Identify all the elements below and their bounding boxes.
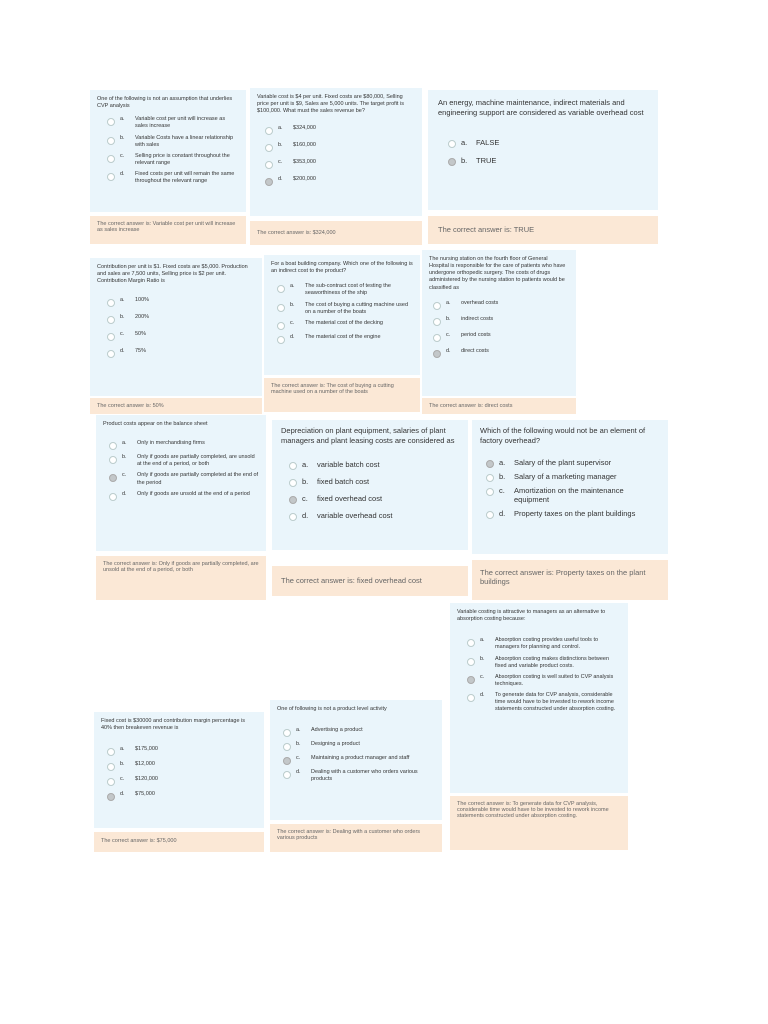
radio-unselected-icon[interactable]: [107, 350, 115, 358]
radio-unselected-icon[interactable]: [109, 493, 117, 501]
answer-card-10: [450, 796, 628, 850]
option-d[interactable]: d. Property taxes on the plant buildings: [486, 509, 660, 519]
question-card-3: [428, 90, 658, 210]
option-d[interactable]: d. Fixed costs per unit will remain the same throughout the relevant range: [107, 171, 239, 185]
correct-answer-text: The correct answer is: To generate data for CVP analysis, considerable time would have to be invested to rework income statements constructed under absorption costing.: [457, 801, 609, 819]
question-text: Variable costing is attractive to managers as an alternative to absorption costing because:: [457, 609, 606, 623]
question-card-8: [272, 420, 468, 550]
radio-unselected-icon[interactable]: [433, 334, 441, 342]
radio-unselected-icon[interactable]: [107, 155, 115, 163]
question-card-2: [250, 88, 422, 216]
option-c[interactable]: c. period costs: [433, 332, 569, 342]
radio-selected-icon[interactable]: [448, 158, 456, 166]
option-a[interactable]: a. Variable cost per unit will increase as sales increase: [107, 116, 239, 130]
question-text: One of following is not a product level activity: [277, 706, 387, 712]
correct-answer-text: The correct answer is: Variable cost per unit will increase as sales increase: [97, 221, 236, 233]
question-text: The nursing station on the fourth floor of General Hospital is responsible for the care of patients who have undergone orthopedic surgery. The costs of drugs administered by the nursing station to patients would be classified as: [429, 256, 566, 291]
radio-unselected-icon[interactable]: [467, 694, 475, 702]
option-c[interactable]: c. Amortization on the maintenance equipment: [486, 486, 660, 506]
radio-unselected-icon[interactable]: [109, 442, 117, 450]
radio-selected-icon[interactable]: [265, 178, 273, 186]
question-card-4: [90, 258, 262, 396]
answer-card-8: [272, 566, 468, 596]
question-text: Contribution per unit is $1. Fixed costs are $5,000. Production and sales are 7,500 units, Selling price is $2 per unit. Contribution Margin Ratio is: [97, 264, 248, 285]
answer-card-12: [270, 824, 442, 852]
radio-unselected-icon[interactable]: [283, 729, 291, 737]
option-c[interactable]: c. The material cost of the decking: [277, 320, 413, 330]
radio-unselected-icon[interactable]: [107, 763, 115, 771]
option-d[interactable]: d. $75,000: [107, 791, 257, 801]
question-card-12: [270, 700, 442, 820]
radio-unselected-icon[interactable]: [107, 748, 115, 756]
question-text: For a boat building company. Which one of the following is an indirect cost to the product?: [271, 261, 413, 275]
correct-answer-text: The correct answer is: $324,000: [257, 230, 336, 236]
answer-card-5: [264, 378, 420, 412]
option-d[interactable]: d. 75%: [107, 348, 255, 358]
radio-unselected-icon[interactable]: [433, 302, 441, 310]
radio-selected-icon[interactable]: [467, 676, 475, 684]
option-a[interactable]: a. FALSE: [448, 138, 648, 148]
option-b[interactable]: b. Salary of a marketing manager: [486, 472, 660, 482]
option-b[interactable]: b. Only if goods are partially completed, are unsold at the end of a period, or both: [109, 454, 259, 468]
option-a[interactable]: a. The sub-contract cost of testing the seaworthiness of the ship: [277, 283, 413, 297]
radio-unselected-icon[interactable]: [277, 322, 285, 330]
option-c[interactable]: c. Only if goods are partially completed at the end of the period: [109, 472, 259, 486]
correct-answer-text: The correct answer is: Property taxes on the plant buildings: [480, 568, 646, 586]
correct-answer-text: The correct answer is: Dealing with a customer who orders various products: [277, 829, 421, 841]
radio-unselected-icon[interactable]: [107, 778, 115, 786]
option-b[interactable]: b. $160,000: [265, 142, 415, 152]
answer-card-7: [96, 556, 266, 600]
question-text: Variable cost is $4 per unit. Fixed costs are $80,000, Selling price per unit is $9, Sales are 5,000 units. The target profit is $100,000. What must the sales revenue be?: [257, 94, 404, 115]
radio-unselected-icon[interactable]: [289, 462, 297, 470]
radio-unselected-icon[interactable]: [265, 127, 273, 135]
correct-answer-text: The correct answer is: fixed overhead cost: [281, 576, 422, 585]
option-b[interactable]: b. The cost of buying a cutting machine used on a number of the boats: [277, 302, 413, 316]
radio-unselected-icon[interactable]: [265, 144, 273, 152]
question-card-10: [450, 603, 628, 793]
correct-answer-text: The correct answer is: Only if goods are partially completed, are unsold at the end of a period, or both: [103, 561, 259, 573]
option-a[interactable]: a. Only in merchandising firms: [109, 440, 259, 450]
option-d[interactable]: d. To generate data for CVP analysis, considerable time would have to be invested to rework income statements constructed under absorption costing.: [467, 692, 621, 713]
option-b[interactable]: b. TRUE: [448, 156, 648, 166]
option-d[interactable]: d. $200,000: [265, 176, 415, 186]
answer-card-3: [428, 216, 658, 244]
radio-unselected-icon[interactable]: [107, 137, 115, 145]
radio-unselected-icon[interactable]: [277, 336, 285, 344]
option-b[interactable]: b. Absorption costing makes distinctions between fixed and variable product costs.: [467, 656, 621, 670]
option-d[interactable]: d. Only if goods are unsold at the end of a period: [109, 491, 259, 501]
option-c[interactable]: c. Selling price is constant throughout the relevant range: [107, 153, 239, 167]
option-d[interactable]: d. direct costs: [433, 348, 569, 358]
option-a[interactable]: a. $175,000: [107, 746, 257, 756]
radio-unselected-icon[interactable]: [289, 479, 297, 487]
option-a[interactable]: a. Advertising a product: [283, 727, 435, 737]
answer-card-11: [94, 832, 264, 852]
answer-card-9: [472, 560, 668, 600]
radio-unselected-icon[interactable]: [283, 743, 291, 751]
correct-answer-text: The correct answer is: 50%: [97, 403, 164, 409]
radio-unselected-icon[interactable]: [448, 140, 456, 148]
radio-unselected-icon[interactable]: [486, 488, 494, 496]
question-card-1: [90, 90, 246, 212]
question-card-5: [264, 255, 420, 375]
radio-selected-icon[interactable]: [283, 757, 291, 765]
radio-selected-icon[interactable]: [433, 350, 441, 358]
radio-unselected-icon[interactable]: [265, 161, 273, 169]
answer-card-6: [422, 398, 576, 414]
question-text: One of the following is not an assumption that underlies CVP analysis: [97, 96, 233, 110]
option-a[interactable]: a. Salary of the plant supervisor: [486, 458, 660, 468]
radio-unselected-icon[interactable]: [289, 513, 297, 521]
radio-unselected-icon[interactable]: [433, 318, 441, 326]
radio-unselected-icon[interactable]: [467, 639, 475, 647]
option-c[interactable]: c. Absorption costing is well suited to CVP analysis techniques.: [467, 674, 621, 688]
radio-selected-icon[interactable]: [486, 460, 494, 468]
radio-unselected-icon[interactable]: [107, 299, 115, 307]
question-text: Fixed cost is $30000 and contribution margin percentage is 40% then breakeven revenue is: [101, 718, 246, 732]
option-a[interactable]: a. Absorption costing provides useful tools to managers for planning and control.: [467, 637, 621, 651]
radio-unselected-icon[interactable]: [107, 118, 115, 126]
option-b[interactable]: b. Designing a product: [283, 741, 435, 751]
question-card-7: [96, 415, 266, 551]
correct-answer-text: The correct answer is: TRUE: [438, 225, 535, 234]
option-b[interactable]: b. indirect costs: [433, 316, 569, 326]
radio-unselected-icon[interactable]: [277, 304, 285, 312]
option-a[interactable]: a. variable batch cost: [289, 460, 459, 470]
correct-answer-text: The correct answer is: The cost of buying a cutting machine used on a number of the boats: [271, 383, 394, 395]
option-d[interactable]: d. Dealing with a customer who orders various products: [283, 769, 435, 783]
question-card-11: [94, 712, 264, 828]
radio-selected-icon[interactable]: [109, 474, 117, 482]
radio-unselected-icon[interactable]: [107, 173, 115, 181]
radio-unselected-icon[interactable]: [467, 658, 475, 666]
radio-unselected-icon[interactable]: [107, 333, 115, 341]
question-text: Which of the following would not be an element of factory overhead?: [480, 426, 646, 445]
question-text: An energy, machine maintenance, indirect materials and engineering support are considered as variable overhead cost: [438, 98, 644, 117]
question-text: Depreciation on plant equipment, salaries of plant managers and plant leasing costs are considered as: [281, 426, 455, 445]
radio-selected-icon[interactable]: [107, 793, 115, 801]
answer-card-2: [250, 221, 422, 245]
radio-unselected-icon[interactable]: [109, 456, 117, 464]
question-text: Product costs appear on the balance sheet: [103, 421, 208, 427]
question-card-9: [472, 420, 668, 554]
radio-selected-icon[interactable]: [289, 496, 297, 504]
radio-unselected-icon[interactable]: [486, 474, 494, 482]
option-b[interactable]: b. 200%: [107, 314, 255, 324]
option-c[interactable]: c. $353,000: [265, 159, 415, 169]
option-c[interactable]: c. fixed overhead cost: [289, 494, 459, 504]
option-c[interactable]: c. Maintaining a product manager and staff: [283, 755, 435, 765]
radio-unselected-icon[interactable]: [486, 511, 494, 519]
option-a[interactable]: a. 100%: [107, 297, 255, 307]
question-card-6: [422, 250, 576, 396]
option-a[interactable]: a. $324,000: [265, 125, 415, 135]
option-d[interactable]: d. variable overhead cost: [289, 511, 459, 521]
option-b[interactable]: b. $12,000: [107, 761, 257, 771]
option-d[interactable]: d. The material cost of the engine: [277, 334, 413, 344]
correct-answer-text: The correct answer is: $75,000: [101, 838, 177, 844]
radio-unselected-icon[interactable]: [277, 285, 285, 293]
answer-card-4: [90, 398, 262, 414]
answer-card-1: [90, 216, 246, 244]
option-b[interactable]: b. fixed batch cost: [289, 477, 459, 487]
option-a[interactable]: a. overhead costs: [433, 300, 569, 310]
correct-answer-text: The correct answer is: direct costs: [429, 403, 513, 409]
radio-unselected-icon[interactable]: [283, 771, 291, 779]
option-c[interactable]: c. 50%: [107, 331, 255, 341]
radio-unselected-icon[interactable]: [107, 316, 115, 324]
option-c[interactable]: c. $120,000: [107, 776, 257, 786]
option-b[interactable]: b. Variable Costs have a linear relationship with sales: [107, 135, 239, 149]
